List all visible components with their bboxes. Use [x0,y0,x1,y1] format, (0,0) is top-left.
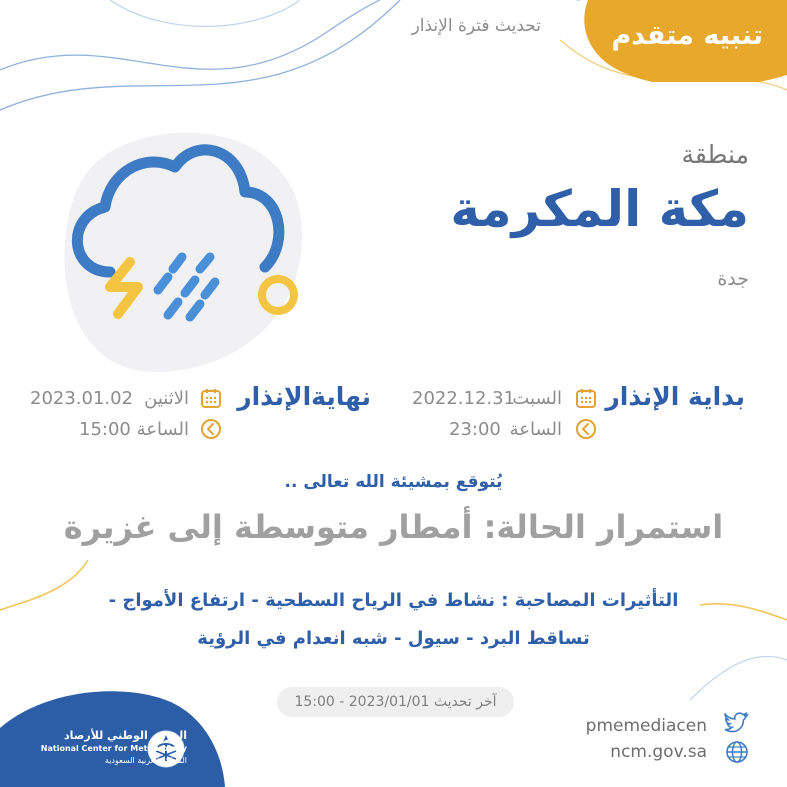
forecast-impacts-line1: التأثيرات المصاحبة : نشاط في الرياح السطحية - ارتفاع الأمواج - [108,590,679,611]
warning-start-day: السبت [512,388,562,409]
decor-line-top-2 [0,0,400,110]
twitter-icon[interactable] [724,712,750,734]
warning-end-title: نهايةالإنذار [237,382,371,411]
badge-label: تنبيه متقدم [611,20,763,51]
warning-start-title: بداية الإنذار [605,382,745,411]
warning-end-day: الاثنين [144,388,189,409]
warning-start-date: 2022.12.31 [412,388,516,409]
warning-end-time-label: الساعة [136,419,189,440]
decor-line-right-blue [690,656,787,700]
thunderstorm-rain-icon [60,122,310,372]
org-name-en: National Center for Meteorology [40,744,187,753]
city-name: جدة [717,268,749,290]
warning-start-time-label: الساعة [509,419,562,440]
globe-icon[interactable] [725,740,749,764]
calendar-icon [200,387,222,409]
warning-start-time: 23:00 [449,419,501,440]
org-name-ar: المركز الوطني للأرصاد [63,729,187,742]
forecast-impacts-line2: تساقط البرد - سيول - شبه انعدام في الرؤية [197,628,590,649]
warning-end-time: 15:00 [79,419,131,440]
forecast-headline: استمرار الحالة: أمطار متوسطة إلى غزيرة [63,508,724,546]
calendar-icon [575,387,597,409]
org-country-ar: المملكة العربية السعودية [104,756,187,765]
region-label: منطقة [681,140,749,169]
twitter-handle[interactable]: pmemediacen [585,716,707,736]
forecast-intro: يُتوقع بمشيئة الله تعالى .. [284,472,503,492]
decor-line-top-3 [110,0,300,26]
page-subtitle: تحديث فترة الإنذار [411,16,541,36]
last-update-badge: آخر تحديث 2023/01/01 - 15:00 [277,687,514,717]
warning-end-date: 2023.01.02 [30,388,134,409]
website-link[interactable]: ncm.gov.sa [610,742,707,762]
clock-arrow-icon [200,418,222,440]
region-name: مكة المكرمة [450,180,749,238]
alert-badge [578,0,787,82]
clock-arrow-icon [575,418,597,440]
icon-backdrop [64,133,302,372]
